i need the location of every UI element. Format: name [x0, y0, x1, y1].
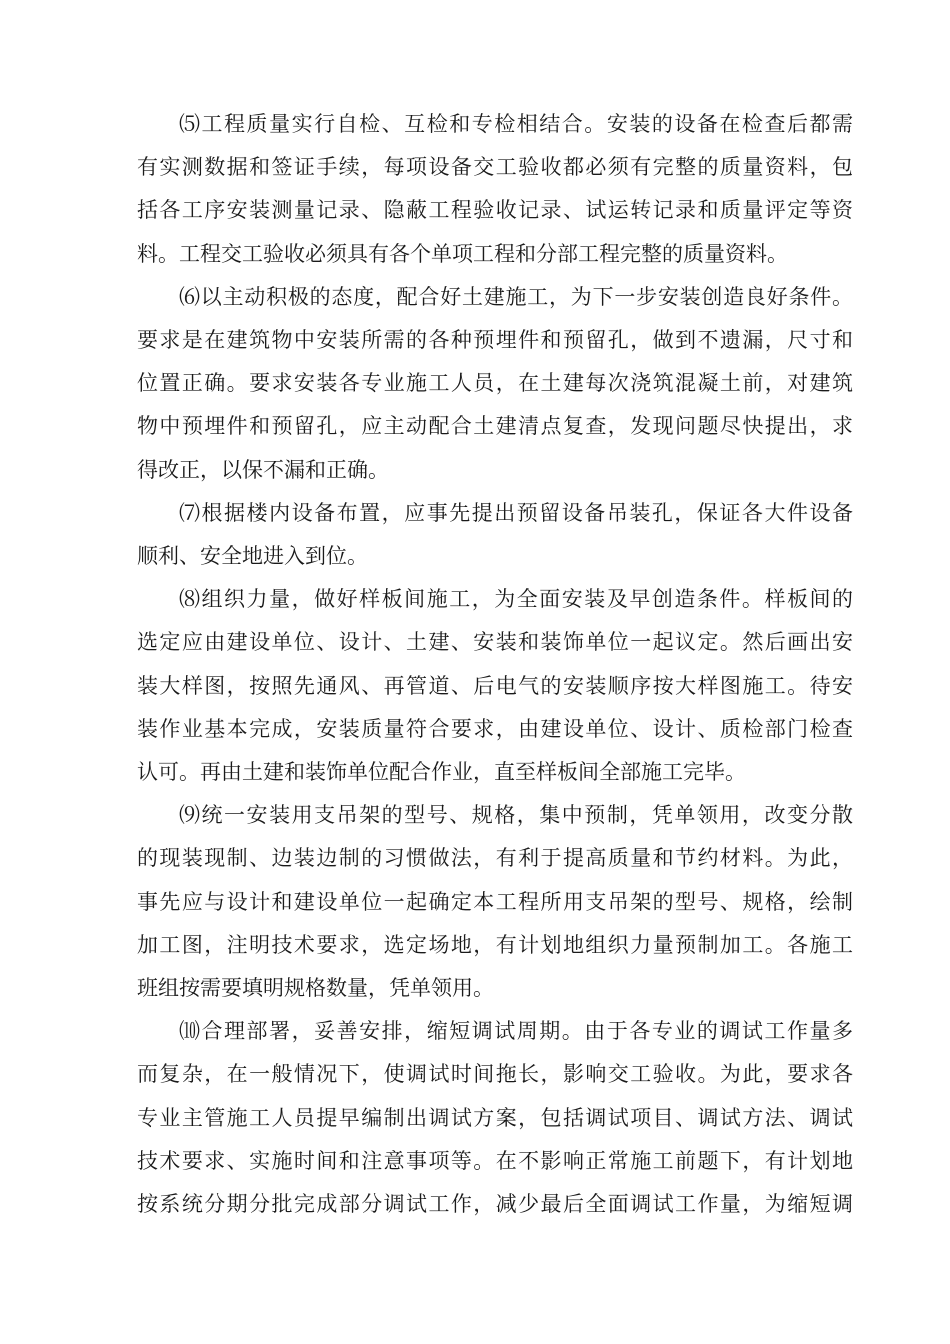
- paragraph-6: [137, 276, 853, 492]
- paragraph-line: 技术要求、实施时间和注意事项等。在不影响正常施工前题下，有计划地: [137, 1148, 853, 1173]
- paragraph-line: 班组按需要填明规格数量，凭单领用。: [137, 976, 494, 1001]
- paragraph-line: 的现装现制、边装边制的习惯做法，有利于提高质量和节约材料。为此，: [137, 846, 853, 871]
- paragraph-line: ⑸工程质量实行自检、互检和专检相结合。安装的设备在检查后都需: [179, 112, 853, 136]
- paragraph-line: ⑹以主动积极的态度，配合好土建施工，为下一步安装创造良好条件。: [179, 284, 853, 309]
- paragraph-9: [137, 794, 853, 1010]
- paragraph-line: 要求是在建筑物中安装所需的各种预埋件和预留孔，做到不遗漏，尺寸和: [137, 328, 853, 353]
- paragraph-line: 位置正确。要求安装各专业施工人员，在土建每次浇筑混凝土前，对建筑: [137, 371, 853, 396]
- paragraph-line: 料。工程交工验收必须具有各个单项工程和分部工程完整的质量资料。: [137, 241, 788, 266]
- paragraph-line: 有实测数据和签证手续，每项设备交工验收都必须有完整的质量资料，包: [137, 155, 853, 180]
- paragraph-8: [137, 578, 853, 794]
- paragraph-line: 得改正，以保不漏和正确。: [137, 457, 389, 482]
- paragraph-line: 加工图，注明技术要求，选定场地，有计划地组织力量预制加工。各施工: [137, 932, 853, 957]
- paragraph-line: ⑼统一安装用支吊架的型号、规格，集中预制，凭单领用，改变分散: [179, 803, 853, 828]
- paragraph-line: 事先应与设计和建设单位一起确定本工程所用支吊架的型号、规格，绘制: [137, 889, 853, 914]
- paragraph-7: [137, 492, 853, 578]
- paragraph-line: 选定应由建设单位、设计、土建、安装和装饰单位一起议定。然后画出安: [137, 630, 853, 655]
- paragraph-line: 装大样图，按照先通风、再管道、后电气的安装顺序按大样图施工。待安: [137, 673, 853, 698]
- paragraph-line: 物中预埋件和预留孔，应主动配合土建清点复查，发现问题尽快提出，求: [137, 414, 853, 439]
- paragraph-line: 按系统分期分批完成部分调试工作，减少最后全面调试工作量，为缩短调: [137, 1192, 853, 1217]
- paragraph-line: 括各工序安装测量记录、隐蔽工程验收记录、试运转记录和质量评定等资: [137, 198, 853, 223]
- paragraph-line: ⑽合理部署，妥善安排，缩短调试周期。由于各专业的调试工作量多: [179, 1019, 853, 1044]
- paragraph-line: 专业主管施工人员提早编制出调试方案，包括调试项目、调试方法、调试: [137, 1105, 853, 1130]
- document-body: [137, 103, 853, 1226]
- paragraph-line: 而复杂，在一般情况下，使调试时间拖长，影响交工验收。为此，要求各: [137, 1062, 853, 1087]
- paragraph-line: 认可。再由土建和装饰单位配合作业，直至样板间全部施工完毕。: [137, 760, 746, 785]
- paragraph-line: ⑻组织力量，做好样板间施工，为全面安装及早创造条件。样板间的: [179, 587, 853, 612]
- paragraph-5: [137, 103, 853, 276]
- paragraph-line: 顺利、安全地进入到位。: [137, 544, 368, 569]
- paragraph-line: ⑺根据楼内设备布置，应事先提出预留设备吊装孔，保证各大件设备: [179, 500, 853, 525]
- paragraph-line: 装作业基本完成，安装质量符合要求，由建设单位、设计、质检部门检查: [137, 716, 853, 741]
- paragraph-10: [137, 1010, 853, 1226]
